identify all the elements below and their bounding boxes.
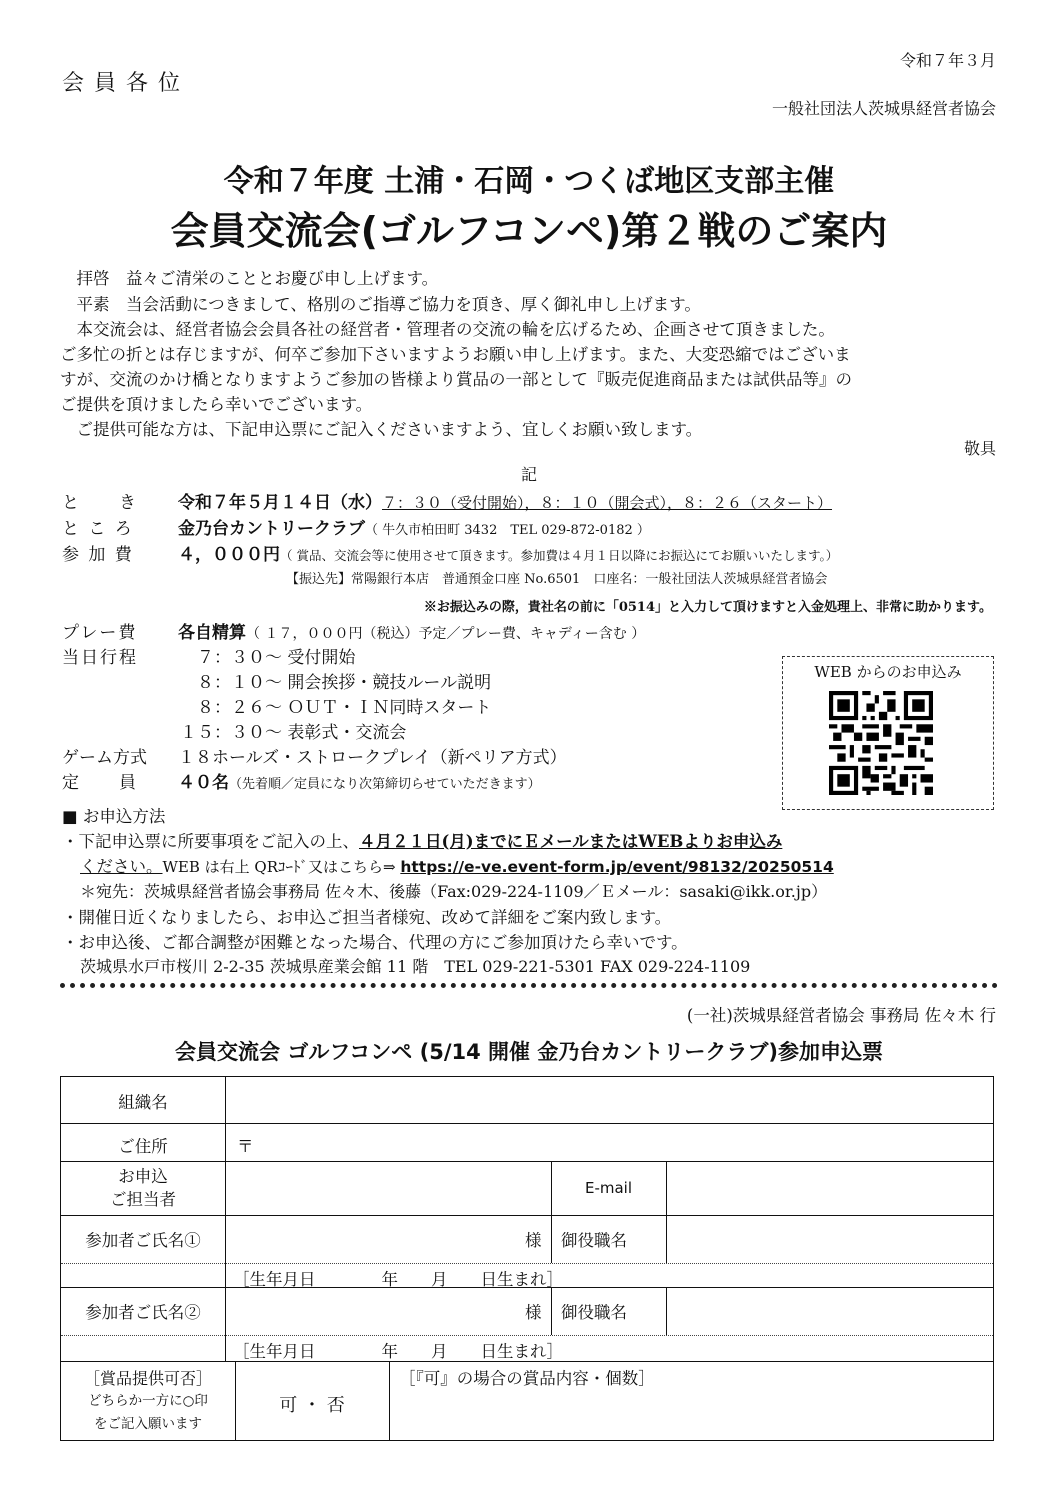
body-line: 拝啓 益々ご清栄のこととお慶び申し上げます。 [60,269,439,288]
play-fee-note: （ １７，０００円（税込）予定／プレー費、キャディー含む ） [246,626,646,642]
office-address: 茨城県水戸市桜川 2-2-35 茨城県産業会館 11 階 TEL 029-221-5301 FAX 029-224-1109 [80,957,751,976]
org-label: 組織名 [118,1093,168,1112]
contact-label-2: ご担当者 [110,1190,176,1209]
application-line: ・開催日近くなりましたら、お申込ご担当者様宛、改めて詳細をご案内致します。 [62,908,672,927]
email-label: E-mail [584,1179,633,1197]
play-fee [178,618,645,643]
row-dotted-line [61,1335,993,1336]
body-line: ご多忙の折とは存じますが、何卒ご参加下さいますようお願い申し上げます。また、大変恐縮ではございま [60,345,851,364]
contact-line: ＊宛先：茨城県経営者協会事務局 佐々木、後藤（Fax:029-224-1109／Ｅメール：sasaki@ikk.or.jp） [80,882,828,901]
participant2-birthdate[interactable]: ［生年月日 年 月 日生まれ］ [233,1342,563,1361]
venue [178,514,650,539]
row-line [61,1161,993,1162]
venue-address: （ 牛久市柏田町 3432 TEL 029-872-0182 ） [365,523,650,538]
bank-note: ※お振込みの際，貴社名の前に「0514」と入力して頂けますと入金処理上、非常に助かります。 [423,600,992,615]
col-line [666,1215,667,1263]
toki-label: と き [62,493,138,513]
schedule-label: 当日行程 [62,648,138,668]
schedule-item: ８：２６～ ＯＵＴ・ＩＮ同時スタート [180,698,492,718]
event-date [178,488,832,513]
email-input[interactable] [668,1163,991,1213]
row-line [61,1215,993,1216]
ki-heading: 記 [520,465,537,484]
participant1-position-input[interactable] [668,1217,991,1261]
row-dotted-line [61,1263,993,1264]
issuer: 一般社団法人茨城県経営者協会 [771,99,996,118]
position-label: 御役職名 [561,1231,627,1250]
prize-label-3: をご記入願います [94,1416,202,1432]
application-text: ください。 [80,857,163,876]
capacity-value: ４０名 [178,773,229,793]
capacity-label: 定 員 [62,773,138,793]
qr-box [782,656,994,810]
prize-choice[interactable]: 可 ・ 否 [279,1395,345,1416]
address-label: ご住所 [118,1137,168,1156]
contact-label [61,1165,225,1211]
fee-label: 参 加 費 [62,545,134,565]
participant1-label: 参加者ご氏名① [85,1231,201,1250]
application-text: WEB は右上 QRｺｰﾄﾞ又はこちら⇒ [162,858,401,876]
capacity-note: （先着順／定員になり次第締切らせていただきます） [229,777,541,792]
play-fee-value: 各自精算 [178,623,246,643]
participant2-position-input[interactable] [668,1289,991,1333]
body-line: ご提供を頂けましたら幸いでございます。 [60,395,373,414]
participant2-label: 参加者ご氏名② [85,1303,201,1322]
event-times: ７：３０（受付開始），８：１０（開会式），８：２６（スタート） [382,494,833,512]
prize-detail-label: ［『可』の場合の賞品内容・個数］ [399,1369,655,1388]
title-line-2: 会員交流会(ゴルフコンペ)第２戦のご案内 [170,209,888,253]
prize-label [61,1367,235,1436]
event-date-value: 令和７年５月１４日（水） [178,493,382,513]
fee-value: ４，０００円 [178,545,280,565]
application-line: ・お申込後、ご都合調整が困難となった場合、代理の方にご参加頂けたら幸いです。 [62,933,688,952]
col-line [666,1161,667,1215]
contact-input[interactable] [227,1163,549,1213]
participant1-name-input[interactable] [227,1217,527,1261]
game-label: ゲーム方式 [62,748,147,768]
fee-note: （ 賞品、交流会等に使用させて頂きます。参加費は４月１日以降にお振込にてお願いいたします。） [280,548,839,563]
tokoro-label: と こ ろ [62,519,134,539]
prize-label-1: ［賞品提供可否］ [83,1369,212,1388]
form-title: 会員交流会 ゴルフコンペ (5/14 開催 金乃台カントリークラブ)参加申込票 [175,1040,883,1064]
application-text: ・下記申込票に所要事項をご記入の上、 [62,832,359,851]
application-line [80,853,834,877]
schedule-item: １５：３０～ 表彰式・交流会 [180,723,407,743]
org-input[interactable] [227,1079,991,1121]
deadline: ４月２１日(月)までにＥメールまたはWEBよりお申込み [359,832,783,851]
fee [178,540,838,565]
sama-label: 様 [525,1231,542,1250]
closing: 敬具 [963,439,996,458]
form-recipient: (一社)茨城県経営者協会 事務局 佐々木 行 [686,1006,996,1025]
participant1-birthdate[interactable]: ［生年月日 年 月 日生まれ］ [233,1270,563,1289]
body-line: ご提供可能な方は、下記申込票にご記入くださいますよう、宜しくお願い致します。 [60,420,703,439]
qr-label: WEB からのお申込み [814,663,962,681]
contact-label-1: お申込 [118,1167,168,1186]
position-label: 御役職名 [561,1303,627,1322]
application-line [62,828,782,852]
sama-label: 様 [525,1303,542,1322]
recipient: 会員各位 [62,71,191,96]
body-line: 本交流会は、経営者協会会員各社の経営者・管理者の交流の輪を広げるため、企画させて頂きました。 [60,320,835,339]
issue-date: 令和７年３月 [899,51,996,70]
col-line [389,1361,390,1440]
application-form [60,1076,994,1441]
col-line [551,1215,552,1263]
body-line: すが、交流のかけ橋となりますようご参加の皆様より賞品の一部として『販売促進商品または試供品等』の [60,370,852,389]
schedule-item: ７：３０～ 受付開始 [180,648,356,668]
bank-info: 【振込先】常陽銀行本店 普通預金口座 No.6501 口座名：一般社団法人茨城県経営者協会 [286,572,828,587]
row-line [61,1123,993,1124]
play-fee-label: プレー費 [62,623,138,643]
application-heading: ■ お申込方法 [62,807,166,826]
address-input[interactable]: 〒 [237,1137,254,1156]
schedule-item: ８：１０～ 開会挨拶・競技ルール説明 [180,673,492,693]
venue-name: 金乃台カントリークラブ [178,519,365,539]
cut-line [60,983,998,988]
qr-code-icon[interactable] [829,691,933,795]
body-line: 平素 当会活動につきまして、格別のご指導ご協力を頂き、厚く御礼申し上げます。 [60,295,701,314]
title-line-1: 令和７年度 土浦・石岡・つくば地区支部主催 [223,164,835,199]
col-line [551,1287,552,1335]
capacity [178,768,541,793]
participant2-name-input[interactable] [227,1289,527,1333]
col-line [225,1077,226,1361]
prize-label-2: どちらか一方に○印 [88,1393,208,1409]
game-value: １８ホールズ・ストロークプレイ（新ペリア方式） [178,748,567,768]
prize-detail-input[interactable] [391,1387,991,1437]
registration-link[interactable]: https://e-ve.event-form.jp/event/98132/20250514 [400,858,834,876]
col-line [666,1287,667,1335]
